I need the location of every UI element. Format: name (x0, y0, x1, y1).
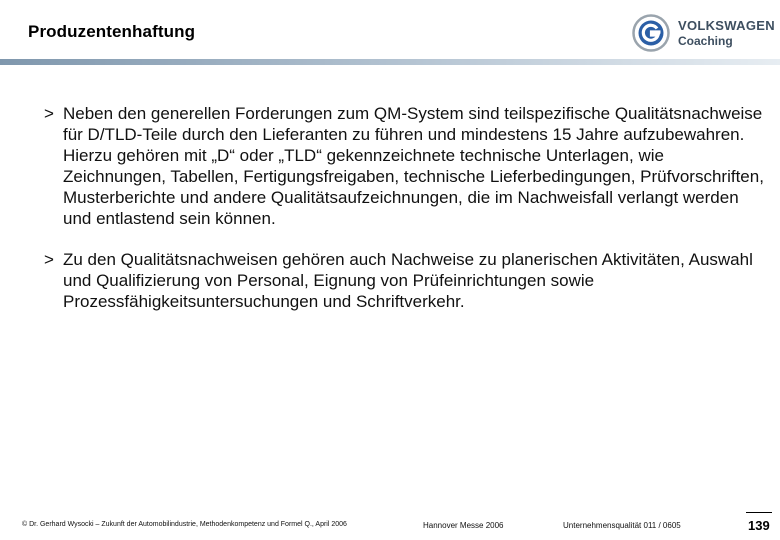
page-number: 139 (748, 518, 770, 533)
bullet-marker: > (44, 250, 54, 269)
logo-text-sub: Coaching (678, 34, 733, 48)
footer-topic: Unternehmensqualität 011 / 0605 (563, 521, 681, 530)
footer-event: Hannover Messe 2006 (423, 521, 504, 530)
bullet-text: Zu den Qualitätsnachweisen gehören auch Nachweise zu planerischen Aktivitäten, Auswahl und Qualifizierung von Personal, Eignung von Prüfeinrichtungen sowie Prozessfähigkeitsuntersuchungen und Schriftverkehr. (63, 250, 753, 311)
footer-copyright: © Dr. Gerhard Wysocki – Zukunft der Automobilindustrie, Methodenkompetenz und Formel Q., April 2006 (22, 521, 347, 528)
slide-title: Produzentenhaftung (28, 22, 196, 41)
header-band (0, 59, 780, 65)
volkswagen-coaching-logo-mark-icon (632, 14, 670, 52)
bullet-item (44, 249, 764, 312)
bullet-text: Neben den generellen Forderungen zum QM-System sind teilspezifische Qualitätsnachweise für D/TLD-Teile durch den Lieferanten zu führen und mindestens 15 Jahre aufzubewahren. Hierzu gehören mit „D“ oder „TLD“ gekennzeichnete technische Unterlagen, wie Zeichnungen, Tabellen, Fertigungsfreigaben, technische Lieferbedingungen, Prüfvorschriften, Musterberichte und andere Qualitätsaufzeichnungen, die im Nachweisfall verlangt werden und entlastend sein können. (63, 104, 764, 228)
bullet-item (44, 103, 764, 229)
bullet-list (44, 103, 764, 312)
logo (632, 14, 775, 52)
footer-rule (746, 512, 772, 513)
bullet-marker: > (44, 104, 54, 123)
logo-text-brand: VOLKSWAGEN (678, 18, 775, 33)
